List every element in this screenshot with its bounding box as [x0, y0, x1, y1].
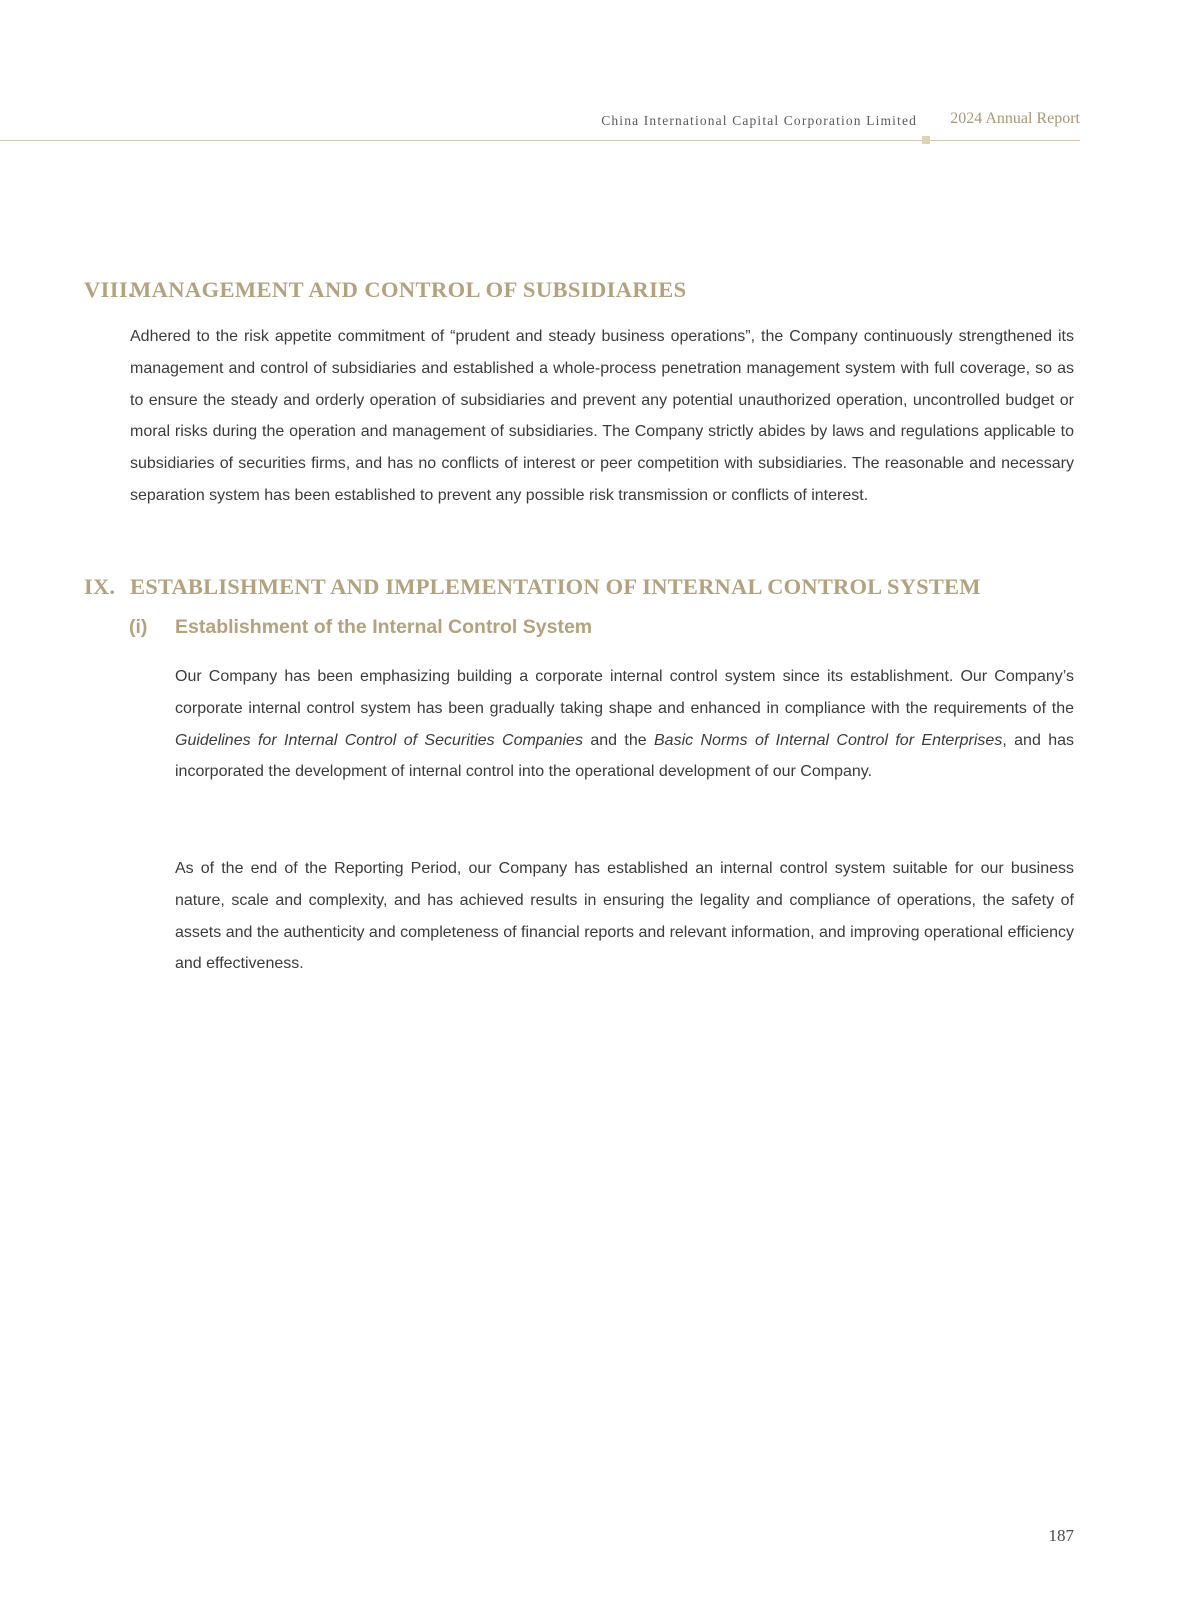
- guidelines-title: Guidelines for Internal Control of Securities Companies: [175, 731, 583, 749]
- section-title-viii: MANAGEMENT AND CONTROL OF SUBSIDIARIES: [130, 277, 687, 302]
- section-number-ix: IX.: [84, 574, 116, 599]
- section-viii-paragraph: Adhered to the risk appetite commitment of “prudent and steady business operations”, the Company continuously strengthened its management and control of subsidiaries and established a whole-process penetration management system with full coverage, so as to ensure the steady and orderly operation of subsidiaries and prevent any potential unauthorized operation, uncontrolled budget or moral risks during the operation and management of subsidiaries. The Company strictly abides by laws and regulations applicable to subsidiaries of securities firms, and has no conflicts of interest or peer competition with subsidiaries. The reasonable and necessary separation system has been established to prevent any possible risk transmission or conflicts of interest.: [130, 328, 1074, 504]
- header-report-title: 2024 Annual Report: [950, 110, 1080, 127]
- section-ix-paragraph-2: As of the end of the Reporting Period, our Company has established an internal control system suitable for our business nature, scale and complexity, and has achieved results in ensuring the legality and compliance of operations, the safety of assets and the authenticity and completeness of financial reports and relevant information, and improving operational efficiency and effectiveness.: [175, 860, 1074, 973]
- paragraph-1-text-b: and the: [582, 731, 654, 749]
- subsection-title-i: Establishment of the Internal Control System: [175, 616, 593, 638]
- section-ix-paragraph-1: [175, 661, 1074, 788]
- header-divider: [0, 140, 1080, 141]
- page-number: 187: [1048, 1526, 1074, 1545]
- section-title-ix: ESTABLISHMENT AND IMPLEMENTATION OF INTERNAL CONTROL SYSTEM: [130, 574, 981, 599]
- section-number-viii: VIII.: [84, 277, 135, 302]
- paragraph-1-text-c: , and has incorporated the development of internal control into the operational development of our Company.: [175, 731, 1074, 781]
- section-heading-ix: [84, 574, 981, 600]
- header-marker: [922, 136, 930, 144]
- paragraph-1-text-a: Our Company has been emphasizing building a corporate internal control system since its establishment. Our Company’s corporate internal control system has been gradually taking shape and enhanced in compliance with the requirements of the: [175, 668, 1074, 717]
- basic-norms-title: Basic Norms of Internal Control for Enterprises: [654, 731, 1003, 749]
- subsection-heading-i: [129, 616, 592, 639]
- subsection-number-i: (i): [129, 616, 148, 638]
- section-heading-viii: [84, 277, 687, 303]
- header-company-name: China International Capital Corporation Limited: [601, 113, 917, 128]
